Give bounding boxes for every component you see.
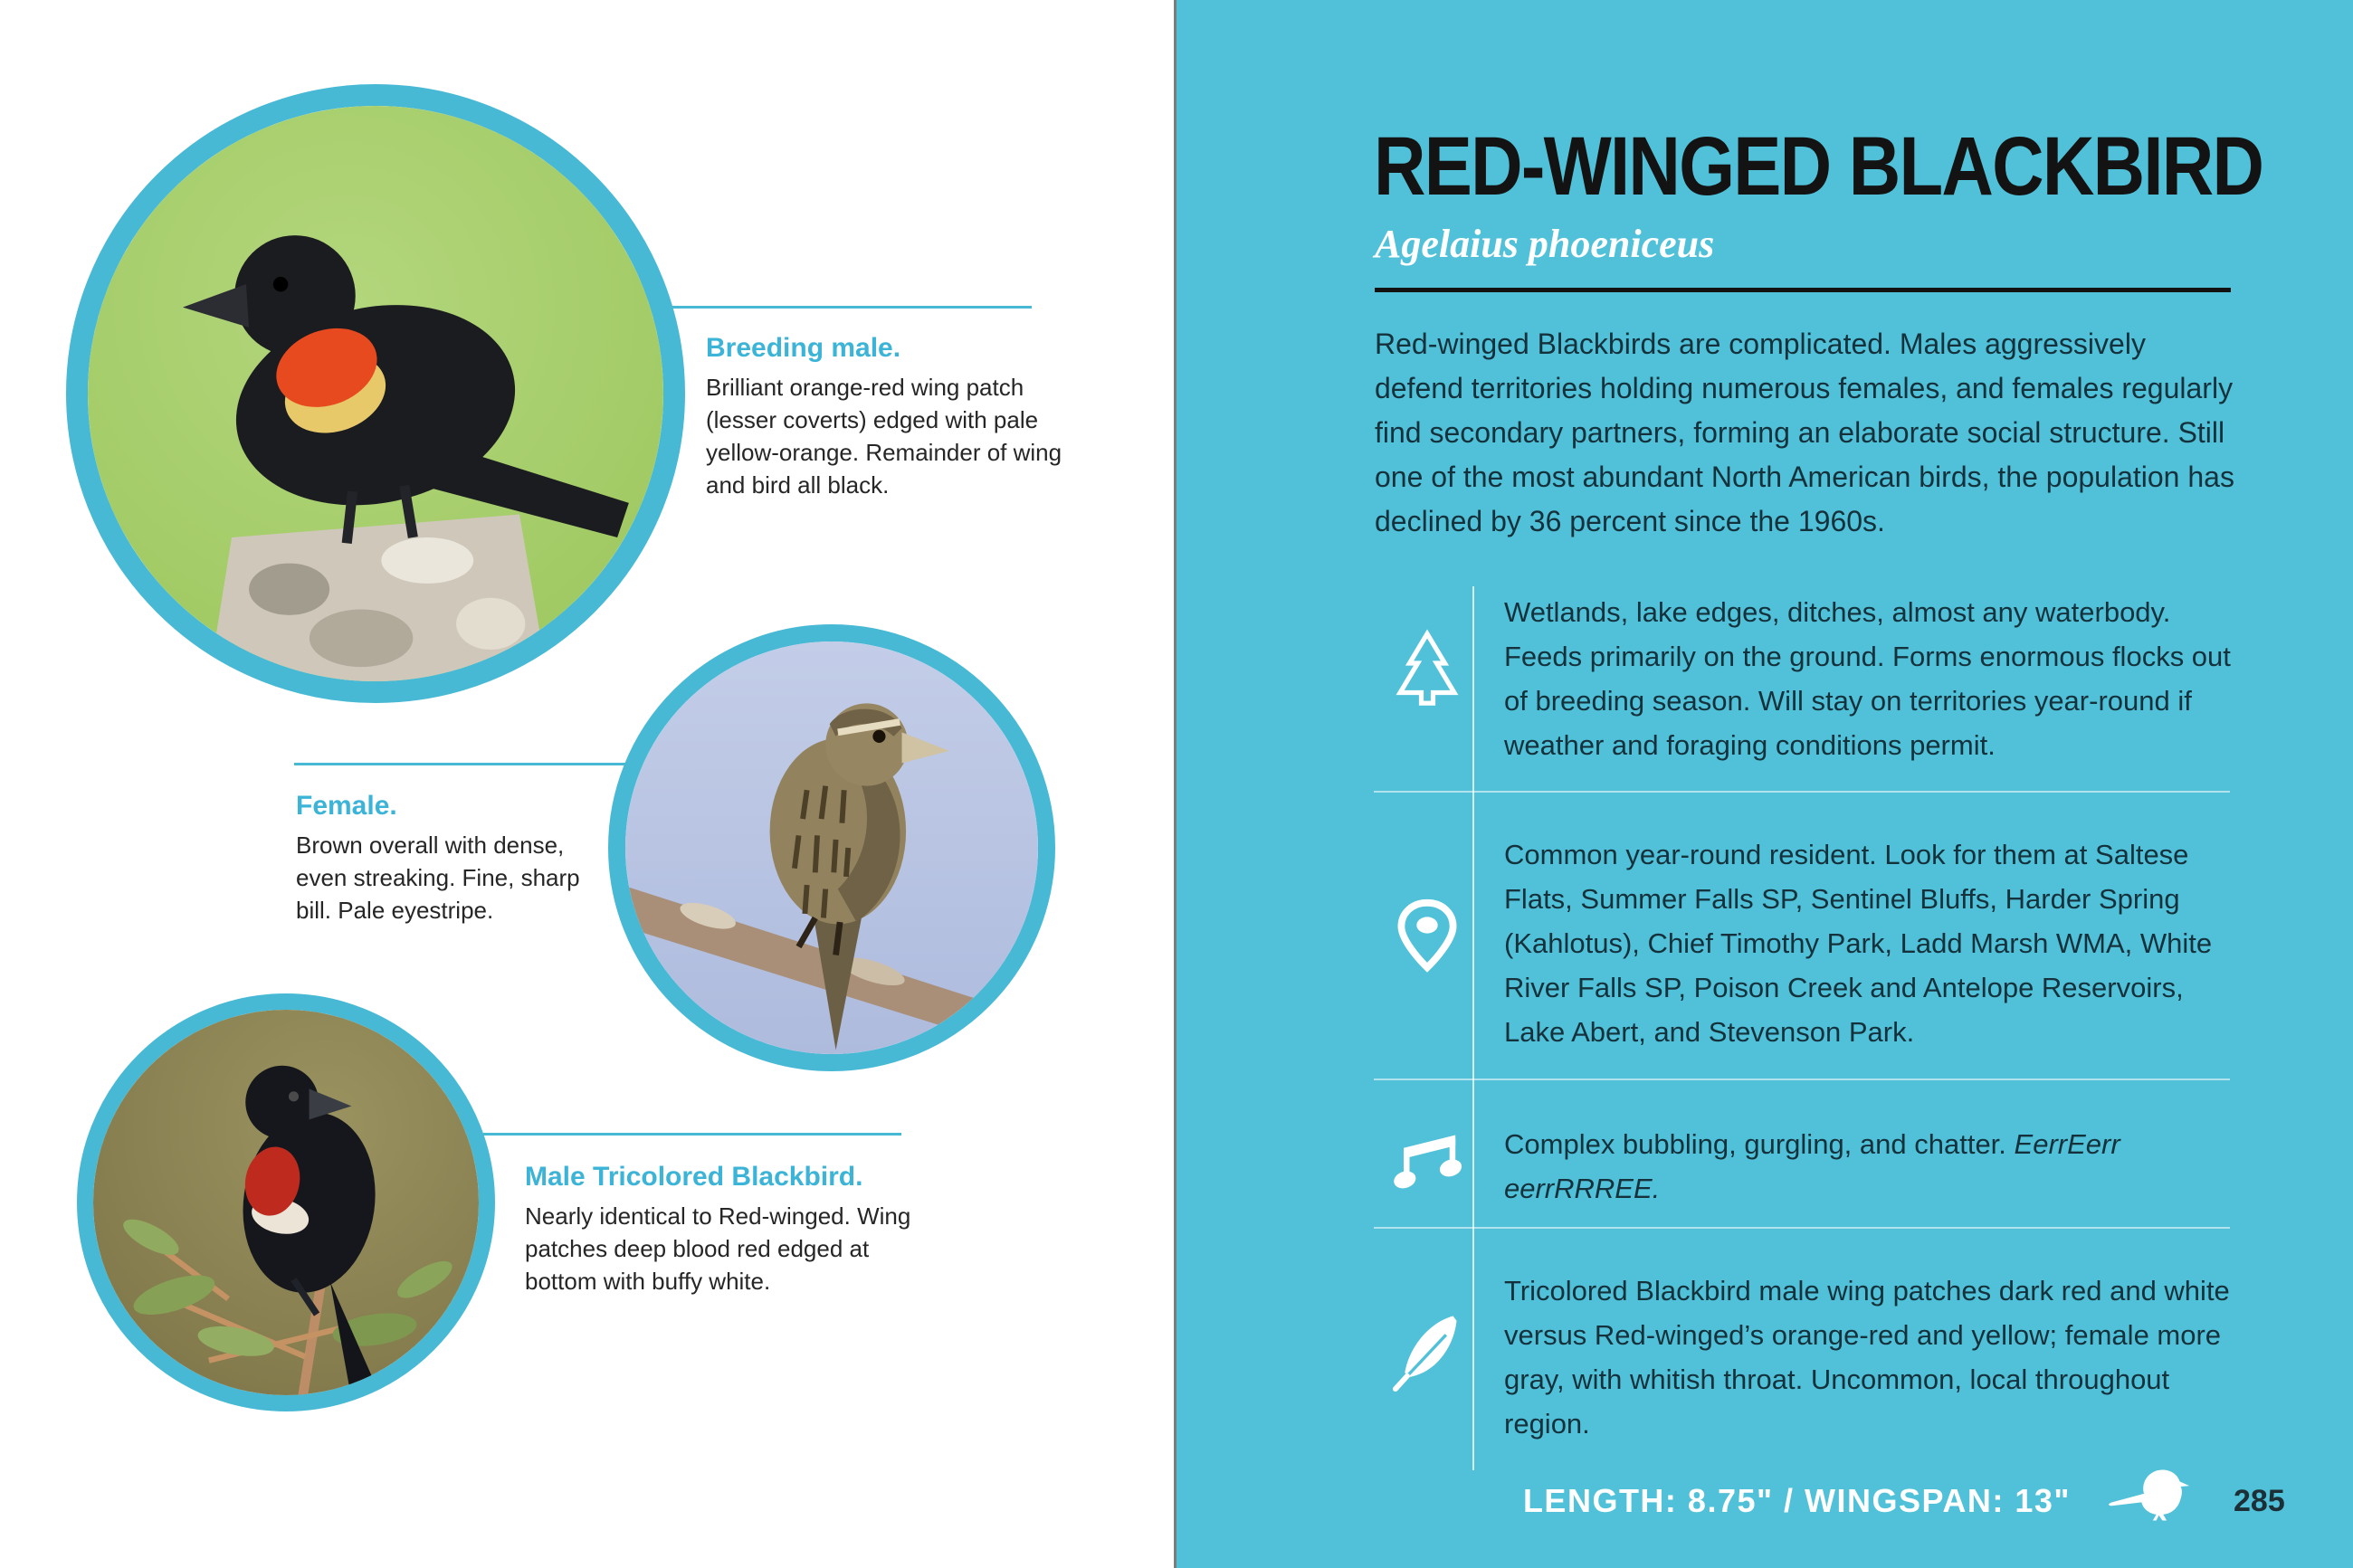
caption-body: Brilliant orange-red wing patch (lesser coverts) edged with pale yellow-orange. Remainder of wing and bird all black. bbox=[706, 374, 1062, 499]
caption-body: Brown overall with dense, even streaking. Fine, sharp bill. Pale eyestripe. bbox=[296, 832, 580, 924]
habitat-text-main: Wetlands, lake edges, ditches, almost any waterbody. Feeds primarily on the ground. Forms enormous flocks out of breeding season. Will stay on territories year-round if weather and foraging conditions permit. bbox=[1504, 596, 2231, 761]
locations-text bbox=[1504, 832, 2234, 1054]
similar-species-text bbox=[1504, 1269, 2234, 1446]
title-rule bbox=[1375, 288, 2231, 292]
music-note-icon bbox=[1392, 1129, 1462, 1204]
male-tricolored-blackbird-photo bbox=[77, 993, 495, 1411]
tricolored-leader-line bbox=[483, 1133, 901, 1136]
scientific-name: Agelaius phoeniceus bbox=[1375, 222, 1715, 266]
left-page bbox=[0, 0, 1176, 1568]
section-divider bbox=[1374, 1079, 2230, 1080]
similar-species-text-main: Tricolored Blackbird male wing patches dark red and white versus Red-winged’s orange-red and yellow; female more gray, with whitish throat. Uncommon, local throughout region. bbox=[1504, 1275, 2230, 1440]
caption-title: Female. bbox=[296, 791, 397, 821]
tricolored-caption bbox=[525, 1160, 921, 1297]
caption-body: Nearly identical to Red-winged. Wing patches deep blood red edged at bottom with buffy white. bbox=[525, 1202, 911, 1295]
length-wingspan-text: LENGTH: 8.75" / WINGSPAN: 13" bbox=[1522, 1482, 2071, 1519]
species-title: RED-WINGED BLACKBIRD bbox=[1374, 120, 2263, 213]
song-text-main: Complex bubbling, gurgling, and chatter. bbox=[1504, 1128, 2015, 1160]
breeding-male-leader-line bbox=[672, 306, 1032, 309]
right-page bbox=[1176, 0, 2353, 1568]
female-caption bbox=[296, 789, 611, 927]
male-tricolored-illustration bbox=[93, 1010, 479, 1395]
female-leader-line bbox=[294, 763, 626, 765]
female-illustration bbox=[625, 641, 1038, 1054]
habitat-text bbox=[1504, 590, 2234, 767]
song-text bbox=[1504, 1122, 2234, 1211]
breeding-male-photo bbox=[66, 84, 685, 703]
bird-silhouette-icon bbox=[2105, 1468, 2192, 1527]
caption-title: Male Tricolored Blackbird. bbox=[525, 1162, 863, 1192]
info-vertical-rule bbox=[1472, 586, 1474, 1470]
locations-text-main: Common year-round resident. Look for them at Saltese Flats, Summer Falls SP, Sentinel Bluffs, Harder Spring (Kahlotus), Chief Timothy Park, Ladd Marsh WMA, White River Falls SP, Poison Creek and Antelope Reservoirs, Lake Abert, and Stevenson Park. bbox=[1504, 839, 2213, 1048]
caption-title: Breeding male. bbox=[706, 333, 901, 363]
page-number: 285 bbox=[2234, 1484, 2285, 1518]
pine-tree-icon bbox=[1392, 628, 1462, 715]
song-call-phonetic: EerrEerr eerrRRREE. bbox=[1504, 1128, 2120, 1204]
section-divider bbox=[1374, 1227, 2230, 1229]
female-photo bbox=[608, 624, 1055, 1071]
intro-paragraph: Red-winged Blackbirds are complicated. Males aggressively defend territories holding numerous females, and females regularly find secondary partners, forming an elaborate social structure. Still one of the most abundant North American birds, the population has declined by 36 percent since the 1960s. bbox=[1375, 328, 2234, 537]
location-pin-icon bbox=[1392, 896, 1462, 983]
breeding-male-illustration bbox=[88, 106, 663, 681]
feather-icon bbox=[1392, 1310, 1462, 1397]
section-divider bbox=[1374, 791, 2230, 793]
breeding-male-caption bbox=[706, 331, 1066, 501]
